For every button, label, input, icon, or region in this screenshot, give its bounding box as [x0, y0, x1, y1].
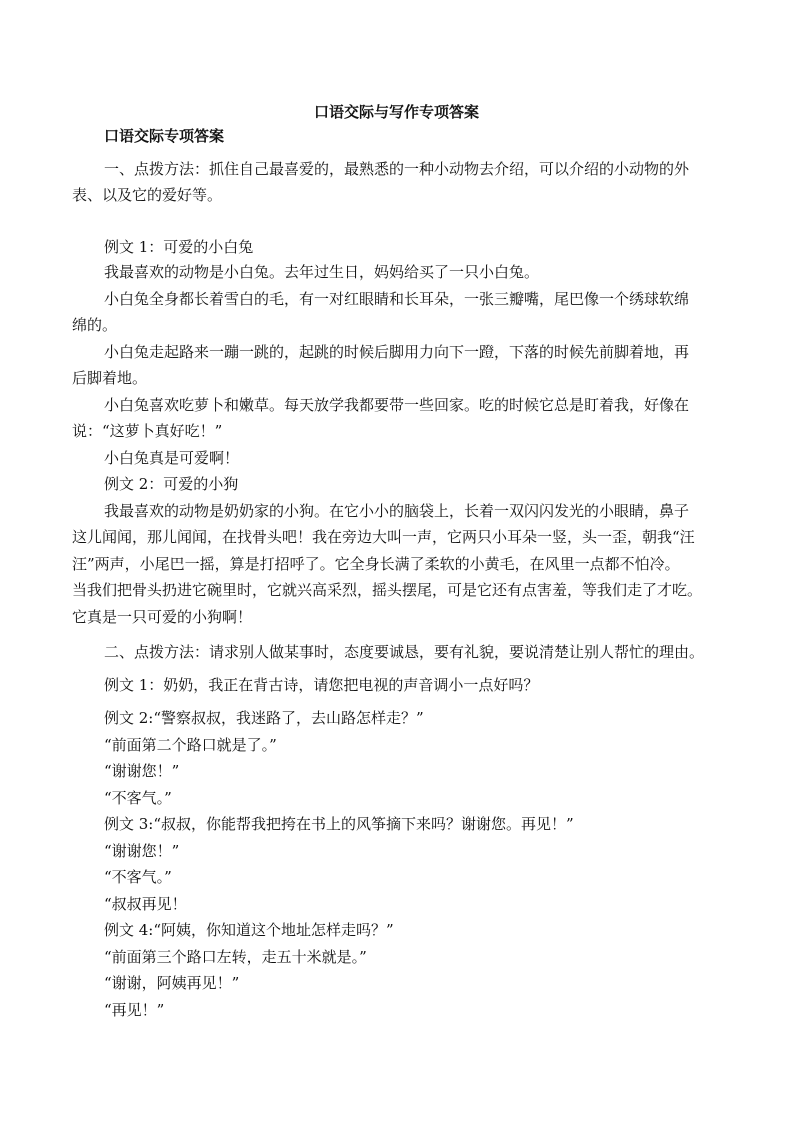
dialogue-line: “谢谢，阿姨再见！”: [104, 974, 240, 992]
paragraph-line: 小白兔真是可爱啊！: [104, 449, 240, 467]
dialogue-line: “不客气。”: [104, 868, 172, 886]
paragraph-line: 我最喜欢的动物是奶奶家的小狗。在它小小的脑袋上，长着一双闪闪发光的小眼睛，鼻子: [104, 502, 690, 520]
dialogue-line: 例文 3:“叔叔，你能帮我把挎在书上的风筝摘下来吗？谢谢您。再见！”: [104, 815, 574, 833]
dialogue-line: “谢谢您！”: [104, 762, 180, 780]
paragraph-line: 说：“这萝卜真好吃！”: [72, 422, 223, 440]
section-heading: 口语交际专项答案: [104, 127, 225, 145]
paragraph-line: 小白兔喜欢吃萝卜和嫩草。每天放学我都要带一些回家。吃的时候它总是盯着我，好像在: [104, 396, 690, 414]
paragraph-line: 例文 1：奶奶，我正在背古诗，请您把电视的声音调小一点好吗？: [104, 676, 539, 694]
example-heading: 例文 1：可爱的小白兔: [104, 238, 254, 256]
example-heading: 例文 2：可爱的小狗: [104, 475, 239, 493]
paragraph-line: 后脚着地。: [72, 369, 148, 387]
paragraph-line: 汪”两声，小尾巴一摇，算是打招呼了。它全身长满了柔软的小黄毛，在风里一点都不怕冷。: [72, 555, 680, 573]
paragraph-line: 小白兔全身都长着雪白的毛，有一对红眼睛和长耳朵，一张三瓣嘴，尾巴像一个绣球软绵: [104, 290, 690, 308]
paragraph-line: 这儿闻闻，那儿闻闻，在找骨头吧！我在旁边大叫一声，它两只小耳朵一竖，头一歪，朝我“汪: [72, 528, 695, 546]
dialogue-line: “前面第三个路口左转，走五十米就是。”: [104, 948, 367, 966]
dialogue-line: “前面第二个路口就是了。”: [104, 736, 277, 754]
page-title: 口语交际与写作专项答案: [313, 103, 479, 121]
paragraph-line: 当我们把骨头扔进它碗里时，它就兴高采烈，摇头摆尾，可是它还有点害羞，等我们走了才吃。: [72, 581, 703, 599]
paragraph-line: 一、点拨方法：抓住自己最喜爱的，最熟悉的一种小动物去介绍，可以介绍的小动物的外: [104, 160, 690, 178]
dialogue-line: “叔叔再见！: [104, 895, 187, 913]
paragraph-line: 绵的。: [72, 316, 118, 334]
dialogue-line: 例文 4:“阿姨，你知道这个地址怎样走吗？”: [104, 921, 394, 939]
paragraph-line: 它真是一只可爱的小狗啊！: [72, 608, 253, 626]
dialogue-line: “谢谢您！”: [104, 842, 180, 860]
paragraph-line: 我最喜欢的动物是小白兔。去年过生日，妈妈给买了一只小白兔。: [104, 263, 540, 281]
paragraph-line: 小白兔走起路来一蹦一跳的，起跳的时候后脚用力向下一蹬，下落的时候先前脚着地，再: [104, 343, 690, 361]
paragraph-line: 表、以及它的爱好等。: [72, 186, 223, 204]
dialogue-line: 例文 2:“警察叔叔，我迷路了，去山路怎样走？”: [104, 709, 424, 727]
dialogue-line: “不客气。”: [104, 789, 172, 807]
dialogue-line: “再见！”: [104, 1001, 165, 1019]
paragraph-line: 二、点拨方法：请求别人做某事时，态度要诚恳，要有礼貌，要说清楚让别人帮忙的理由。: [104, 643, 705, 661]
